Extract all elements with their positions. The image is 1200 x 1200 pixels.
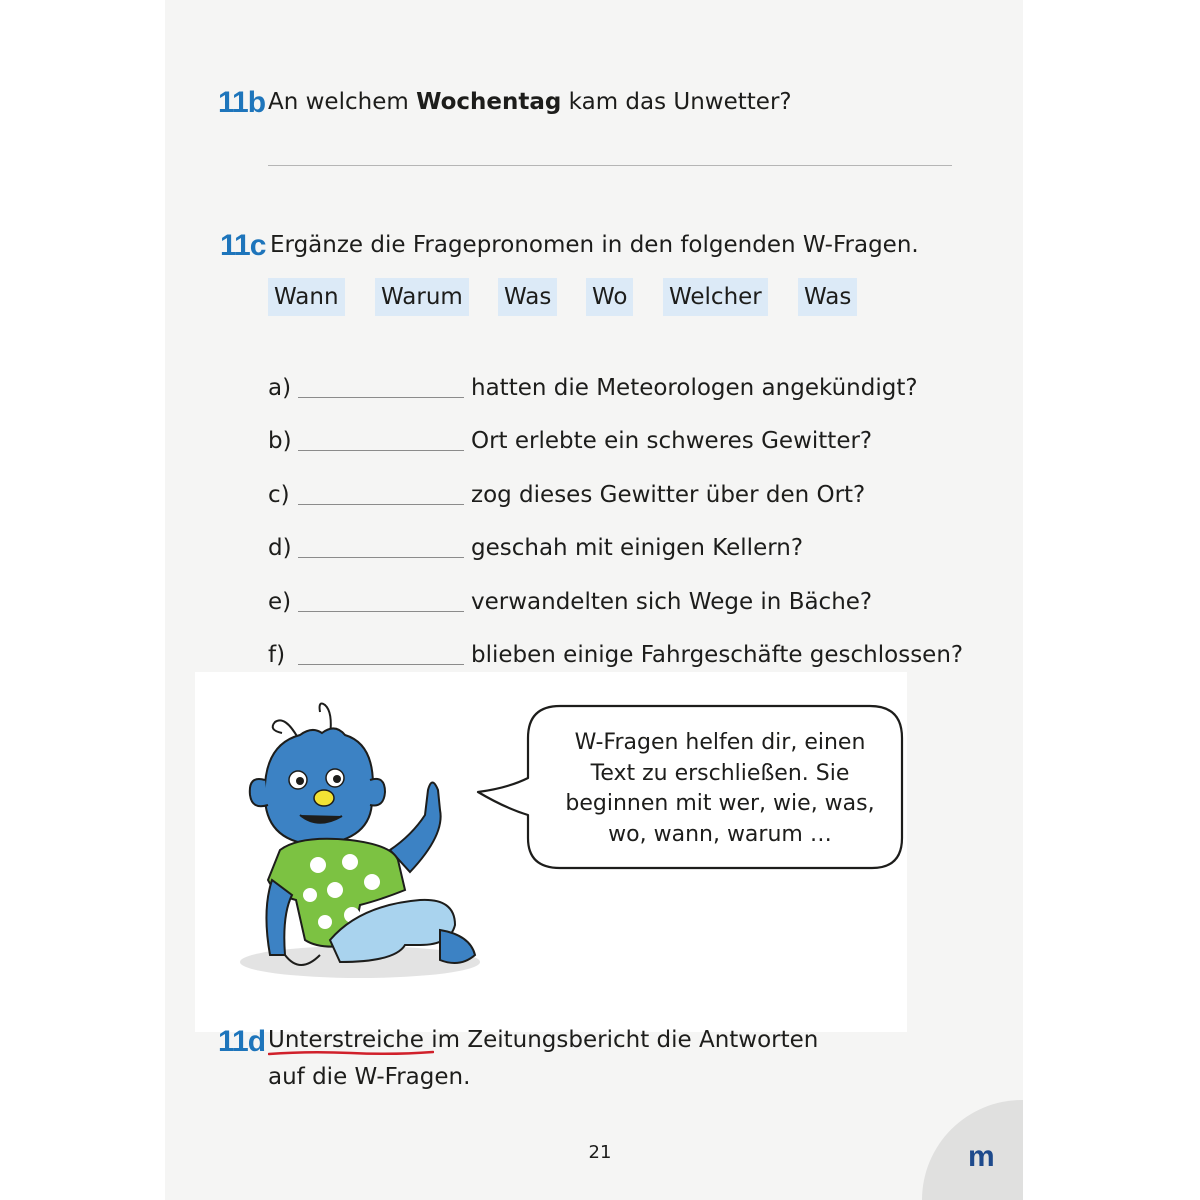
task-number-11b: 11b (218, 86, 266, 119)
task-number-11d: 11d (218, 1025, 266, 1058)
question-text: geschah mit einigen Kellern? (471, 535, 804, 561)
question-letter: a) (268, 375, 292, 401)
word-chip: Warum (375, 278, 469, 316)
page-number: 21 (588, 1142, 612, 1163)
task-11b-text-bold: Wochentag (416, 89, 562, 115)
bubble-line: W-Fragen helfen dir, einen (574, 730, 866, 755)
red-underline-mark (268, 1049, 434, 1057)
word-chip: Was (498, 278, 557, 316)
question-text: Ort erlebte ein schweres Gewitter? (471, 428, 873, 454)
task-11b-text-before: An welchem (268, 89, 417, 115)
question-text: zog dieses Gewitter über den Ort? (471, 482, 866, 508)
task-number-11c: 11c (220, 229, 266, 262)
task-11d-underlined-word: Unterstreiche (268, 1027, 424, 1053)
corner-tab-letter: m (968, 1140, 995, 1173)
question-text: hatten die Meteorologen angekündigt? (471, 375, 918, 401)
word-chip: Wann (268, 278, 345, 316)
speech-bubble-text (540, 728, 900, 850)
task-11c-prompt: Ergänze die Fragepronomen in den folgenden W-Fragen. (270, 232, 919, 258)
bubble-line: beginnen mit wer, wie, was, (565, 791, 875, 816)
word-chip: Wo (586, 278, 633, 316)
question-text: blieben einige Fahrgeschäfte geschlossen? (471, 642, 964, 668)
task-11d-line2: auf die W-Fragen. (268, 1064, 471, 1090)
question-letter: d) (268, 535, 292, 561)
task-11b-text-after: kam das Unwetter? (561, 89, 792, 115)
task-11d-line1-rest: im Zeitungsbericht die Antworten (423, 1027, 819, 1053)
word-chip: Was (798, 278, 857, 316)
bubble-line: wo, wann, warum … (608, 821, 832, 847)
question-letter: f) (268, 642, 286, 668)
bubble-line: Text zu erschließen. Sie (590, 760, 850, 786)
question-letter: c) (268, 482, 290, 508)
word-chip: Welcher (663, 278, 768, 316)
question-letter: b) (268, 428, 292, 454)
question-letter: e) (268, 589, 292, 615)
question-text: verwandelten sich Wege in Bäche? (471, 589, 873, 615)
monster-mascot-icon (240, 704, 480, 978)
